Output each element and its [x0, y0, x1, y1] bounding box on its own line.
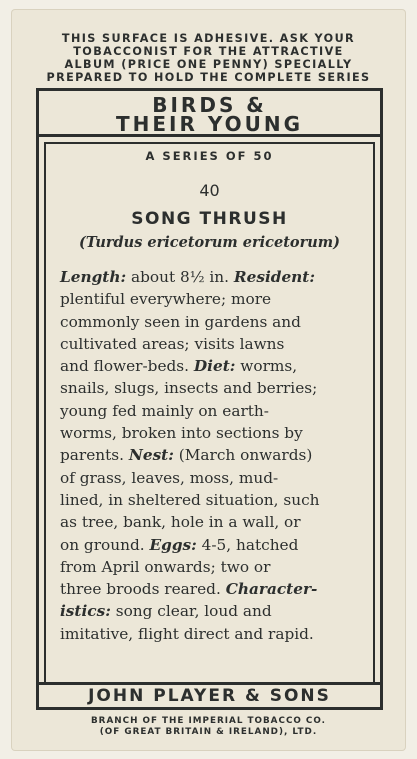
field-label: Length: — [60, 268, 127, 286]
description-line — [60, 534, 363, 556]
title-line: BIRDS & — [152, 93, 267, 117]
field-text: from April onwards; two or — [60, 557, 271, 576]
field-text: imitative, flight direct and rapid. — [60, 624, 314, 643]
description-line — [60, 600, 363, 622]
description-line — [60, 623, 363, 645]
description-line — [60, 333, 363, 355]
notice-line: TOBACCONIST FOR THE ATTRACTIVE — [73, 45, 344, 58]
field-text: worms, broken into sections by — [60, 424, 303, 443]
field-label: Resident: — [233, 268, 316, 286]
field-label: Diet: — [193, 357, 236, 376]
field-text: 4-5, hatched — [196, 535, 299, 554]
field-text: commonly seen in gardens and — [60, 312, 301, 331]
field-text: as tree, bank, hole in a wall, or — [60, 513, 301, 532]
field-text: young fed mainly on earth- — [60, 401, 269, 420]
field-label: Nest: — [128, 446, 174, 465]
adhesive-notice — [12, 32, 405, 84]
field-label: istics: — [60, 602, 111, 621]
field-text: on ground. — [60, 535, 150, 554]
content-panel — [44, 142, 375, 685]
latin-name: (Turdus ericetorum ericetorum) — [79, 234, 340, 251]
description-line — [60, 467, 363, 489]
field-label: Character- — [225, 580, 318, 599]
field-text: of grass, leaves, moss, mud- — [60, 468, 279, 487]
field-text: three broods reared. — [60, 580, 226, 599]
description-line — [60, 400, 363, 422]
title-line: THEIR YOUNG — [115, 112, 303, 136]
description-line — [60, 377, 363, 399]
field-text: parents. — [60, 446, 129, 465]
field-text: and flower-beds. — [60, 357, 194, 376]
notice-line: PREPARED TO HOLD THE COMPLETE SERIES — [46, 71, 371, 84]
bird-name: SONG THRUSH — [131, 209, 288, 229]
field-text: lined, in sheltered situation, such — [60, 490, 320, 509]
field-text: cultivated areas; visits lawns — [60, 334, 285, 353]
card-number: 40 — [199, 181, 220, 200]
field-text: worms, — [235, 357, 298, 376]
card-frame — [36, 88, 383, 698]
description-line — [60, 422, 363, 444]
series-count: A SERIES OF 50 — [145, 149, 274, 163]
field-text: song clear, loud and — [110, 602, 272, 621]
field-text: snails, slugs, insects and berries; — [60, 379, 318, 398]
description-line — [60, 556, 363, 578]
description — [60, 266, 363, 645]
description-line — [60, 266, 363, 288]
notice-line: ALBUM (PRICE ONE PENNY) SPECIALLY — [64, 58, 353, 71]
description-line — [60, 489, 363, 511]
series-title — [39, 91, 380, 137]
field-text: plentiful everywhere; more — [60, 290, 272, 309]
description-line — [60, 311, 363, 333]
company-note — [12, 716, 405, 737]
field-text: (March onwards) — [173, 446, 313, 465]
field-label: Eggs: — [149, 535, 197, 554]
company-line: BRANCH OF THE IMPERIAL TOBACCO CO. — [90, 716, 327, 726]
description-line — [60, 578, 363, 600]
company-line: (OF GREAT BRITAIN & IRELAND), LTD. — [99, 726, 318, 737]
notice-line: THIS SURFACE IS ADHESIVE. ASK YOUR — [61, 32, 356, 45]
maker-name: JOHN PLAYER & SONS — [36, 682, 383, 710]
field-text: about 8½ in. — [126, 268, 234, 286]
description-line — [60, 444, 363, 466]
description-line — [60, 355, 363, 377]
cigarette-card — [12, 10, 405, 750]
description-line — [60, 511, 363, 533]
description-line — [60, 288, 363, 310]
